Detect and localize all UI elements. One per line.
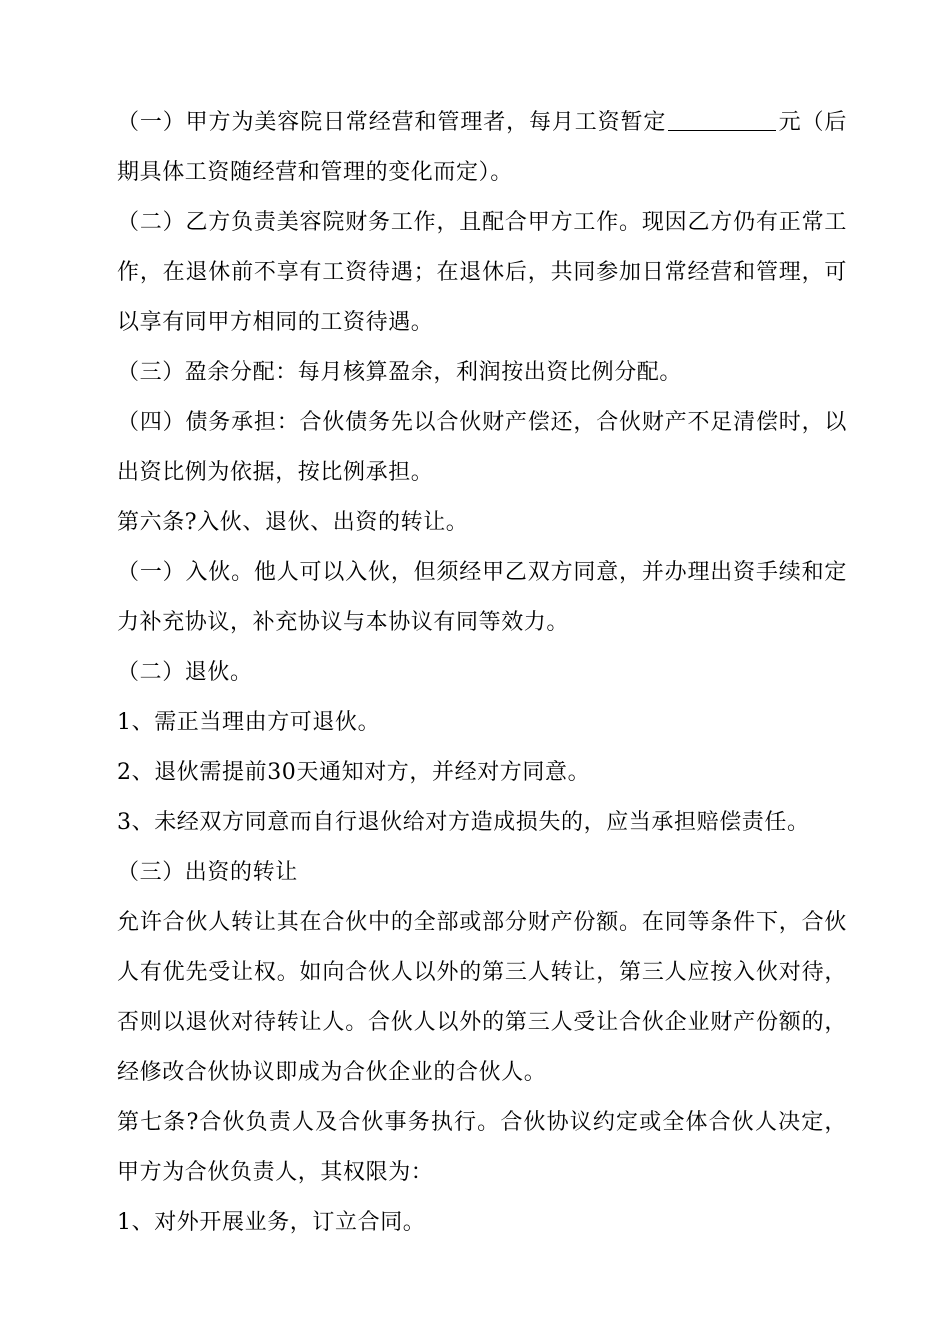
paragraph-line: （三）盈余分配：每月核算盈余，利润按出资比例分配。 [117,360,683,385]
article-heading: 第七条?合伙负责人及合伙事务执行。合伙协议约定或全体合伙人决定， [117,1110,847,1135]
list-item: 1、对外开展业务，订立合同。 [117,1210,426,1235]
salary-text: （一）甲方为美容院日常经营和管理者，每月工资暂定 [117,110,667,135]
paragraph-line: （二）乙方负责美容院财务工作，且配合甲方工作。现因乙方仍有正常工 [117,210,847,235]
paragraph-line: （一）入伙。他人可以入伙，但须经甲乙双方同意，并办理出资手续和定 [117,560,847,585]
paragraph-line: 人有优先受让权。如向合伙人以外的第三人转让，第三人应按入伙对待， [117,960,847,985]
list-item: 2、退伙需提前30天通知对方，并经对方同意。 [117,760,591,785]
paragraph-line: 作，在退休前不享有工资待遇；在退休后，共同参加日常经营和管理，可 [117,260,847,285]
paragraph-line: 否则以退伙对待转让人。合伙人以外的第三人受让合伙企业财产份额的， [117,1010,847,1035]
list-item: 1、需正当理由方可退伙。 [117,710,381,735]
salary-blank-field [668,110,776,131]
paragraph-line: 经修改合伙协议即成为合伙企业的合伙人。 [117,1060,547,1085]
paragraph-line: 力补充协议，补充协议与本协议有同等效力。 [117,610,570,635]
subsection-heading: （三）出资的转让 [117,860,298,885]
list-item: 3、未经双方同意而自行退伙给对方造成损失的，应当承担赔偿责任。 [117,810,810,835]
paragraph-line: 期具体工资随经营和管理的变化而定）。 [117,160,513,185]
paragraph-line: （四）债务承担：合伙债务先以合伙财产偿还，合伙财产不足清偿时，以 [117,410,847,435]
paragraph-line: 甲方为合伙负责人，其权限为： [117,1160,434,1185]
salary-text-unit: 元（后 [778,110,847,135]
article-heading: 第六条?入伙、退伙、出资的转让。 [117,510,469,535]
paragraph-line: 出资比例为依据，按比例承担。 [117,460,434,485]
paragraph-line: 允许合伙人转让其在合伙中的全部或部分财产份额。在同等条件下，合伙 [117,910,847,935]
paragraph-line-salary [117,107,847,139]
subsection-heading: （二）退伙。 [117,660,253,685]
paragraph-line: 以享有同甲方相同的工资待遇。 [117,310,434,335]
